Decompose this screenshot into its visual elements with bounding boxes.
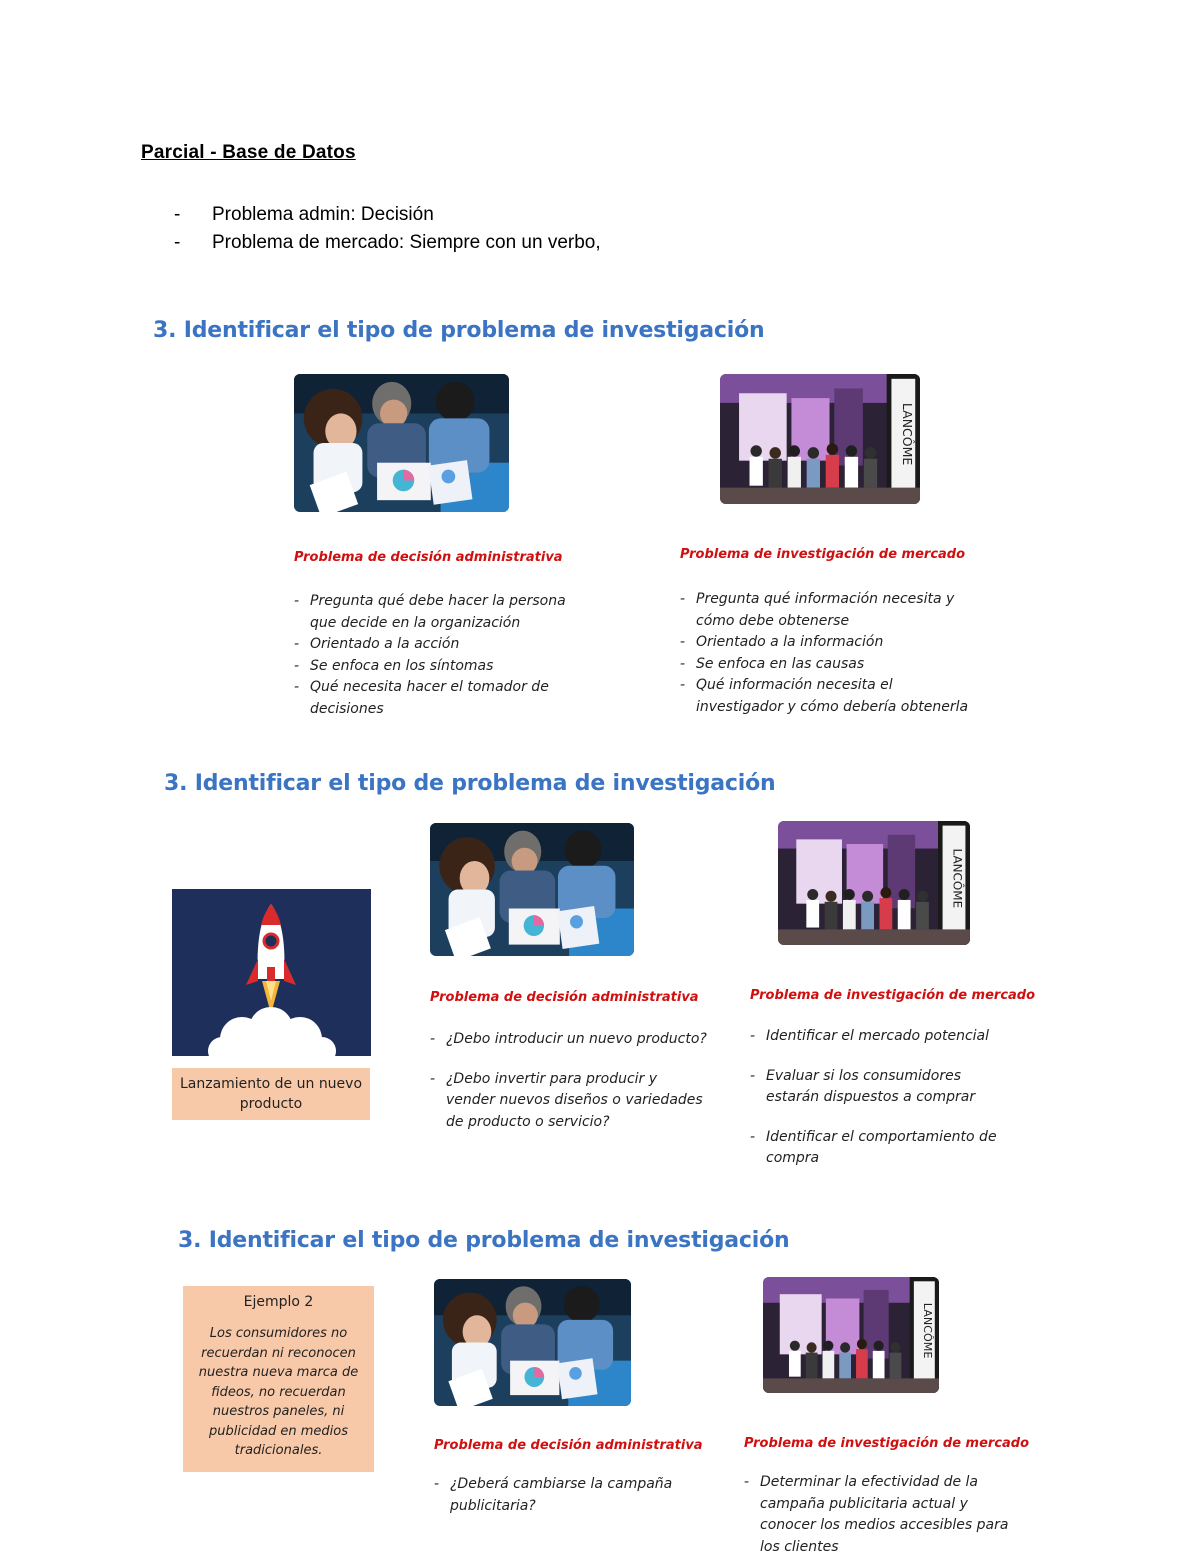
slide-1-left-list	[294, 591, 584, 720]
store-queue-photo	[763, 1277, 939, 1393]
slide-3-left-heading: Problema de decisión administrativa	[434, 1438, 703, 1453]
store-sign-text: LANCÔME	[950, 848, 965, 909]
list-item: - Orientado a la información	[680, 634, 884, 650]
example-title: Ejemplo 2	[243, 1294, 314, 1310]
slide-3-title: 3. Identificar el tipo de problema de investigación	[178, 1228, 790, 1253]
item-text: Qué información necesita el investigador y cómo debería obtenerla	[696, 677, 969, 715]
list-item: - Pregunta qué información necesita y cómo debe obtenerse	[680, 591, 955, 629]
list-item: - Orientado a la acción	[294, 636, 460, 652]
example-text: Los consumidores no recuerdan ni reconocen nuestra nueva marca de fideos, no recuerdan nuestros paneles, ni publicidad en medios tradicionales.	[198, 1326, 359, 1458]
business-meeting-photo	[434, 1279, 631, 1406]
slide-2-left-list	[430, 1029, 710, 1151]
business-meeting-photo	[430, 823, 634, 956]
list-item: - Se enfoca en los síntomas	[294, 657, 494, 674]
slide-2-right-heading: Problema de investigación de mercado	[750, 988, 1036, 1003]
item-text: Qué necesita hacer el tomador de decisiones	[310, 679, 549, 717]
list-item: - ¿Debo introducir un nuevo producto?	[430, 1031, 707, 1047]
slide-2-right-list	[750, 1026, 1010, 1188]
page-title: Parcial - Base de Datos	[141, 142, 356, 163]
slide-2-title: 3. Identificar el tipo de problema de investigación	[164, 771, 776, 796]
item-text: Identificar el comportamiento de compra	[766, 1128, 997, 1166]
bullet-text: Problema admin: Decisión	[212, 204, 434, 225]
list-item: - Determinar la efectividad de la campaña publicitaria actual y conocer los medios accesibles para los clientes	[744, 1474, 1009, 1555]
item-text: Orientado a la acción	[310, 636, 460, 652]
slide-3-right-list	[744, 1472, 1024, 1558]
slide-2-left-heading: Problema de decisión administrativa	[430, 990, 699, 1005]
bullet-text: Problema de mercado: Siempre con un verbo,	[212, 232, 601, 253]
slide-3-left-list	[434, 1474, 684, 1517]
list-item: - ¿Debo invertir para producir y vender nuevos diseños o variedades de producto o servicio?	[430, 1070, 703, 1130]
list-item: - Pregunta qué debe hacer la persona que decide en la organización	[294, 593, 566, 631]
item-text: Se enfoca en los síntomas	[310, 657, 494, 674]
item-text: Pregunta qué debe hacer la persona que decide en la organización	[310, 593, 566, 631]
store-queue-photo	[778, 821, 970, 945]
caption-box	[172, 1068, 370, 1120]
store-queue-photo	[720, 374, 920, 504]
bullet-list	[170, 201, 601, 257]
item-text: Identificar el mercado potencial	[766, 1028, 990, 1044]
list-item: - ¿Deberá cambiarse la campaña publicitaria?	[434, 1476, 673, 1514]
store-sign-text: LANCÔME	[920, 1302, 934, 1359]
list-item: - Problema de mercado: Siempre con un verbo,	[174, 232, 601, 253]
list-item: - Identificar el mercado potencial	[750, 1028, 990, 1044]
item-text: Evaluar si los consumidores estarán dispuestos a comprar	[766, 1067, 976, 1105]
caption-text: Lanzamiento de un nuevo producto	[179, 1076, 363, 1112]
slide-3-right-heading: Problema de investigación de mercado	[744, 1436, 1030, 1451]
store-sign-text: LANCÔME	[899, 402, 915, 466]
item-text: Pregunta qué información necesita y cómo debe obtenerse	[696, 591, 955, 629]
slide-1-right-heading: Problema de investigación de mercado	[680, 547, 966, 562]
slide-1-title: 3. Identificar el tipo de problema de investigación	[153, 318, 765, 343]
list-item: - Qué información necesita el investigador y cómo debería obtenerla	[680, 677, 969, 715]
item-text: ¿Debo introducir un nuevo producto?	[446, 1031, 707, 1047]
rocket-launch-illustration	[172, 889, 371, 1056]
item-text: Se enfoca en las causas	[696, 655, 865, 672]
item-text: ¿Deberá cambiarse la campaña publicitaria?	[450, 1476, 673, 1514]
item-text: ¿Debo invertir para producir y vender nuevos diseños o variedades de producto o servicio?	[446, 1070, 703, 1130]
list-item: - Problema admin: Decisión	[174, 204, 434, 225]
list-item: - Identificar el comportamiento de compra	[750, 1128, 997, 1166]
list-item: - Se enfoca en las causas	[680, 655, 865, 672]
business-meeting-photo	[294, 374, 509, 512]
item-text: Determinar la efectividad de la campaña publicitaria actual y conocer los medios accesibles para los clientes	[760, 1474, 1009, 1555]
list-item: - Evaluar si los consumidores estarán dispuestos a comprar	[750, 1067, 976, 1105]
list-item: - Qué necesita hacer el tomador de decisiones	[294, 679, 549, 717]
example-box	[183, 1286, 374, 1472]
slide-1-left-heading: Problema de decisión administrativa	[294, 550, 563, 565]
slide-1-right-list	[680, 589, 980, 718]
item-text: Orientado a la información	[696, 634, 884, 650]
